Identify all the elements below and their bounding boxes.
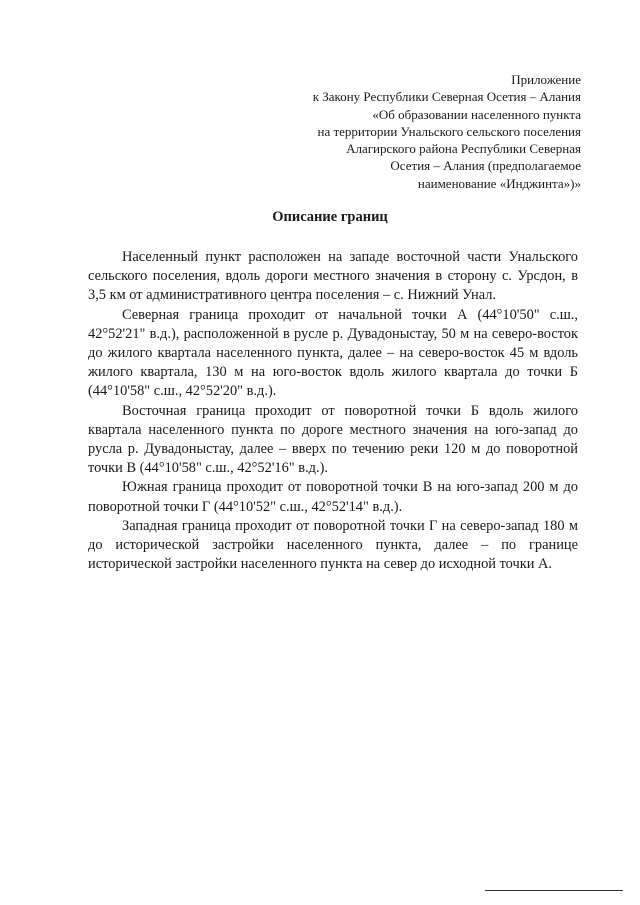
body-paragraph-north-border: Северная граница проходит от начальной точки А (44°10'50" с.ш., 42°52'21" в.д.), расположенной в русле р. Дувадоныстау, 50 м на северо-восток до жилого квартала населенного пункта, далее – на северо-восток 45 м вдоль жилого квартала, 130 м на юго-восток вдоль жилого квартала до точки Б (44°10'58" с.ш., 42°52'20" в.д.). bbox=[88, 306, 578, 400]
body-paragraph-location: Населенный пункт расположен на западе восточной части Унальского сельского поселения, вдоль дороги местного значения в сторону с. Урсдон, в 3,5 км от административного центра поселения – с. Нижний Унал. bbox=[88, 249, 578, 304]
body-paragraph-west-border: Западная граница проходит от поворотной точки Г на северо-запад 180 м до исторической застройки населенного пункта, далее – по границе исторической застройки населенного пункта на север до исходной точки А. bbox=[88, 517, 578, 573]
document-title: Описание границ bbox=[272, 209, 388, 225]
appendix-header-line: наименование «Инджинта»)» bbox=[417, 175, 581, 191]
appendix-header-line: к Закону Республики Северная Осетия – Алания bbox=[312, 89, 581, 105]
appendix-header-line: Алагирского района Республики Северная bbox=[346, 141, 581, 157]
footer-rule bbox=[485, 890, 623, 891]
appendix-header-line: на территории Унальского сельского поселения bbox=[317, 123, 581, 139]
appendix-header-line: Осетия – Алания (предполагаемое bbox=[390, 158, 581, 174]
appendix-header-line: Приложение bbox=[511, 72, 581, 87]
appendix-header bbox=[281, 71, 581, 192]
body-paragraph-south-border: Южная граница проходит от поворотной точки В на юго-запад 200 м до поворотной точки Г (44°10'52" с.ш., 42°52'14" в.д.). bbox=[88, 479, 578, 515]
appendix-header-line: «Об образовании населенного пункта bbox=[372, 106, 581, 122]
document-body bbox=[88, 248, 578, 574]
body-paragraph-east-border: Восточная граница проходит от поворотной точки Б вдоль жилого квартала населенного пункта по дороге местного значения на юго-запад до русла р. Дувадоныстау, далее – вверх по течению реки 120 м до поворотной точки В (44°10'58" с.ш., 42°52'16" в.д.). bbox=[88, 402, 578, 477]
